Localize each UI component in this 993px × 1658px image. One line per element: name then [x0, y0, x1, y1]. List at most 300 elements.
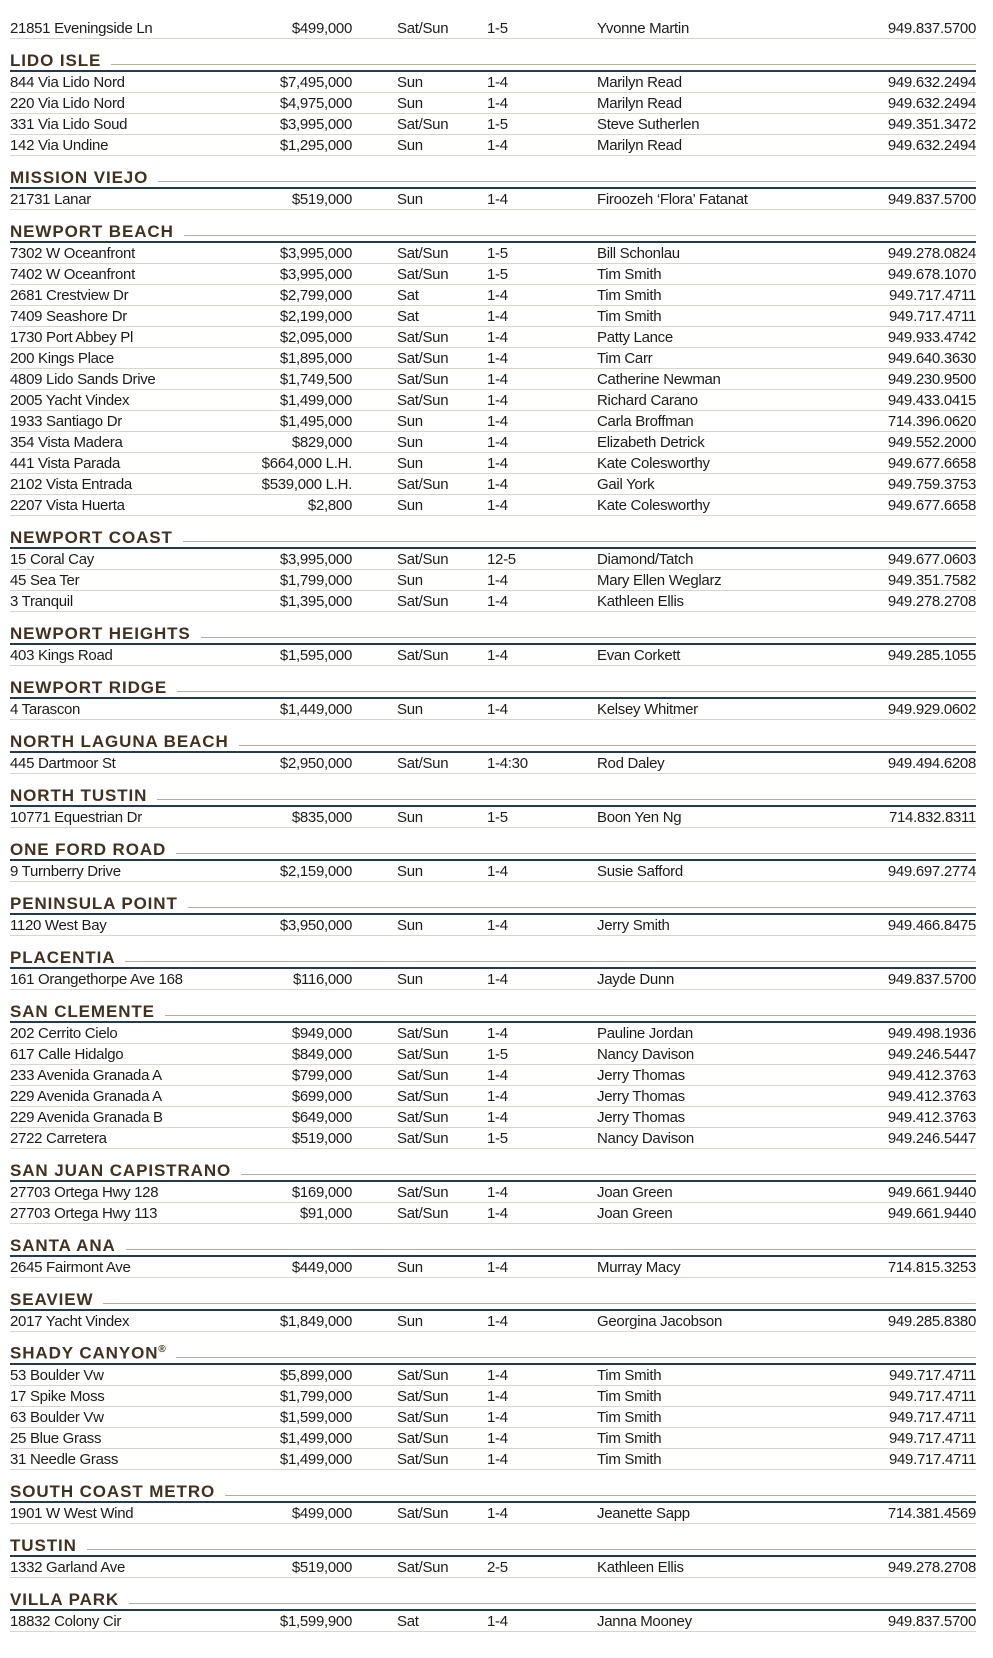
listing-agent: Steve Sutherlen — [597, 115, 700, 133]
listing-phone: 949.640.3630 — [887, 349, 976, 367]
listing-phone: 949.498.1936 — [887, 1024, 976, 1042]
listing-days: Sun — [397, 916, 423, 934]
listing-days: Sat/Sun — [397, 1087, 449, 1105]
listing-hours: 1-4 — [487, 1204, 508, 1222]
listing-address: 2645 Fairmont Ave — [10, 1258, 131, 1276]
listing-days: Sat/Sun — [397, 1504, 449, 1522]
listing-price: $949,000 — [291, 1024, 352, 1042]
listing-row — [10, 369, 976, 390]
listing-days: Sun — [397, 808, 423, 826]
listing-address: 441 Vista Parada — [10, 454, 121, 472]
listing-hours: 1-4:30 — [487, 754, 528, 772]
listing-address: 202 Cerrito Cielo — [10, 1024, 118, 1042]
listing-price: $3,995,000 — [279, 550, 352, 568]
listing-price: $799,000 — [291, 1066, 352, 1084]
listing-agent: Tim Smith — [597, 1366, 662, 1384]
listing-agent: Jerry Thomas — [597, 1066, 685, 1084]
listing-days: Sat — [397, 286, 419, 304]
listing-agent: Jerry Thomas — [597, 1108, 685, 1126]
listing-row — [10, 915, 976, 936]
section-header — [10, 1002, 976, 1023]
listing-price: $1,799,000 — [279, 1387, 352, 1405]
listing-phone: 949.677.6658 — [887, 496, 976, 514]
listing-hours: 1-4 — [487, 1450, 508, 1468]
listing-hours: 1-4 — [487, 94, 508, 112]
listing-row — [10, 1311, 976, 1332]
listing-hours: 1-5 — [487, 808, 508, 826]
listing-agent: Janna Mooney — [597, 1612, 692, 1630]
listing-agent: Mary Ellen Weglarz — [597, 571, 722, 589]
listing-hours: 1-4 — [487, 454, 508, 472]
listing-hours: 1-4 — [487, 970, 508, 988]
listing-hours: 1-4 — [487, 1312, 508, 1330]
listing-price: $1,295,000 — [279, 136, 352, 154]
listing-price: $1,849,000 — [279, 1312, 352, 1330]
listing-agent: Jeanette Sapp — [597, 1504, 690, 1522]
listing-hours: 1-4 — [487, 73, 508, 91]
listing-hours: 1-4 — [487, 1612, 508, 1630]
listing-price: $1,749,500 — [279, 370, 352, 388]
listing-row — [10, 1449, 976, 1470]
section-title: NORTH TUSTIN — [10, 786, 148, 805]
listing-price: $2,800 — [307, 496, 352, 514]
listing-days: Sun — [397, 73, 423, 91]
listing-address: 2722 Carretera — [10, 1129, 107, 1147]
listing-phone: 949.759.3753 — [887, 475, 976, 493]
listing-days: Sat/Sun — [397, 349, 449, 367]
section-title: PENINSULA POINT — [10, 894, 178, 913]
listing-address: 17 Spike Moss — [10, 1387, 105, 1405]
listing-hours: 1-4 — [487, 1258, 508, 1276]
listing-price: $4,975,000 — [279, 94, 352, 112]
section-title: TUSTIN — [10, 1536, 77, 1555]
header-rule-line — [103, 1303, 976, 1304]
header-rule-line — [176, 853, 976, 854]
listing-phone: 714.815.3253 — [887, 1258, 976, 1276]
listing-agent: Tim Smith — [597, 1387, 662, 1405]
listing-agent: Patty Lance — [597, 328, 673, 346]
listing-days: Sat/Sun — [397, 1408, 449, 1426]
listing-days: Sat/Sun — [397, 244, 449, 262]
header-rule-line — [125, 961, 976, 962]
listing-agent: Tim Carr — [597, 349, 653, 367]
section-header — [10, 1161, 976, 1182]
listing-address: 229 Avenida Granada B — [10, 1108, 163, 1126]
listing-row — [10, 189, 976, 210]
header-rule-line — [126, 1249, 976, 1250]
section-title: SOUTH COAST METRO — [10, 1482, 216, 1501]
section-header — [10, 222, 976, 243]
listing-address: 200 Kings Place — [10, 349, 114, 367]
listing-hours: 1-5 — [487, 115, 508, 133]
header-rule-line — [129, 1603, 976, 1604]
listing-address: 2681 Crestview Dr — [10, 286, 129, 304]
listing-row — [10, 1023, 976, 1044]
listing-phone: 949.717.4711 — [888, 307, 976, 325]
listing-days: Sun — [397, 136, 423, 154]
listing-price: $116,000 — [292, 970, 352, 988]
listing-hours: 1-4 — [487, 592, 508, 610]
listing-days: Sat/Sun — [397, 1450, 449, 1468]
listing-row — [10, 348, 976, 369]
header-rule-line — [165, 1015, 976, 1016]
listing-phone: 949.717.4711 — [888, 1450, 976, 1468]
listing-price: $664,000 L.H. — [261, 454, 352, 472]
listing-address: 31 Needle Grass — [10, 1450, 119, 1468]
listing-row — [10, 135, 976, 156]
listing-agent: Jerry Thomas — [597, 1087, 685, 1105]
listing-agent: Kate Colesworthy — [597, 454, 710, 472]
listing-row — [10, 1365, 976, 1386]
section-header — [10, 1236, 976, 1257]
listing-phone: 949.351.3472 — [887, 115, 976, 133]
listing-row — [10, 699, 976, 720]
listing-row — [10, 1128, 976, 1149]
listing-phone: 949.230.9500 — [887, 370, 976, 388]
listing-address: 2102 Vista Entrada — [10, 475, 132, 493]
listing-price: $1,495,000 — [279, 412, 352, 430]
listing-days: Sat — [397, 307, 419, 325]
listing-agent: Tim Smith — [597, 1429, 662, 1447]
listing-agent: Richard Carano — [597, 391, 698, 409]
listing-price: $849,000 — [291, 1045, 352, 1063]
listing-phone: 949.412.3763 — [887, 1066, 976, 1084]
listing-address: 161 Orangethorpe Ave 168 — [10, 970, 183, 988]
listing-phone: 949.632.2494 — [887, 136, 976, 154]
listing-phone: 949.278.0824 — [887, 244, 976, 262]
listing-hours: 1-5 — [487, 1129, 508, 1147]
listing-price: $1,895,000 — [279, 349, 352, 367]
listing-hours: 1-4 — [487, 496, 508, 514]
section-header — [10, 732, 976, 753]
section-title: SHADY CANYON® — [10, 1344, 166, 1363]
listing-address: 45 Sea Ter — [10, 571, 80, 589]
listing-price: $519,000 — [291, 190, 352, 208]
listing-agent: Carla Broffman — [597, 412, 694, 430]
listing-hours: 1-4 — [487, 433, 508, 451]
header-rule-line — [188, 907, 976, 908]
listing-row — [10, 570, 976, 591]
listing-days: Sun — [397, 190, 423, 208]
listing-row — [10, 549, 976, 570]
listing-days: Sat/Sun — [397, 391, 449, 409]
section-title: SAN JUAN CAPISTRANO — [10, 1161, 232, 1180]
listing-hours: 1-4 — [487, 1408, 508, 1426]
listing-phone: 949.717.4711 — [888, 286, 976, 304]
listing-address: 2017 Yacht Vindex — [10, 1312, 130, 1330]
listing-price: $1,599,000 — [279, 1408, 352, 1426]
listing-hours: 1-4 — [487, 916, 508, 934]
listing-price: $2,095,000 — [279, 328, 352, 346]
listing-address: 21731 Lanar — [10, 190, 91, 208]
listing-price: $1,599,900 — [279, 1612, 352, 1630]
listing-phone: 949.246.5447 — [887, 1129, 976, 1147]
header-rule-line — [177, 691, 976, 692]
listing-agent: Yvonne Martin — [597, 19, 689, 37]
listing-price: $829,000 — [291, 433, 352, 451]
section-title: ONE FORD ROAD — [10, 840, 167, 859]
listing-address: 354 Vista Madera — [10, 433, 123, 451]
listing-address: 142 Via Undine — [10, 136, 109, 154]
section-header — [10, 51, 976, 72]
listing-row — [10, 591, 976, 612]
listing-price: $3,995,000 — [279, 115, 352, 133]
listing-price: $699,000 — [291, 1087, 352, 1105]
listing-price: $3,995,000 — [279, 265, 352, 283]
listing-address: 18832 Colony Cir — [10, 1612, 122, 1630]
listing-days: Sat/Sun — [397, 1366, 449, 1384]
listing-phone: 714.381.4569 — [887, 1504, 976, 1522]
section-header — [10, 786, 976, 807]
listing-agent: Joan Green — [597, 1183, 673, 1201]
listing-price: $539,000 L.H. — [261, 475, 352, 493]
listing-row — [10, 432, 976, 453]
header-rule-line — [201, 637, 976, 638]
listing-agent: Marilyn Read — [597, 136, 682, 154]
listing-price: $169,000 — [291, 1183, 352, 1201]
listing-phone: 949.717.4711 — [888, 1366, 976, 1384]
listing-price: $1,499,000 — [279, 391, 352, 409]
listing-address: 27703 Ortega Hwy 113 — [10, 1204, 158, 1222]
listing-phone: 949.285.1055 — [887, 646, 976, 664]
listing-hours: 1-5 — [487, 265, 508, 283]
listing-address: 63 Boulder Vw — [10, 1408, 104, 1426]
listing-address: 4 Tarascon — [10, 700, 81, 718]
listing-price: $1,499,000 — [279, 1429, 352, 1447]
listing-address: 844 Via Lido Nord — [10, 73, 125, 91]
listing-address: 1901 W West Wind — [10, 1504, 134, 1522]
listing-row — [10, 114, 976, 135]
listing-days: Sat/Sun — [397, 19, 449, 37]
listing-price: $1,499,000 — [279, 1450, 352, 1468]
listing-hours: 1-4 — [487, 1066, 508, 1084]
listing-agent: Tim Smith — [597, 307, 662, 325]
listing-row — [10, 1065, 976, 1086]
listing-agent: Rod Daley — [597, 754, 665, 772]
header-rule-line — [184, 235, 976, 236]
listing-phone: 949.278.2708 — [887, 1558, 976, 1576]
listing-days: Sun — [397, 862, 423, 880]
listing-agent: Kelsey Whitmer — [597, 700, 698, 718]
listing-address: 53 Boulder Vw — [10, 1366, 104, 1384]
listing-days: Sat/Sun — [397, 115, 449, 133]
listing-hours: 1-4 — [487, 862, 508, 880]
listing-phone: 949.351.7582 — [887, 571, 976, 589]
listing-address: 617 Calle Hidalgo — [10, 1045, 124, 1063]
listing-hours: 1-4 — [487, 136, 508, 154]
listing-hours: 1-4 — [487, 391, 508, 409]
listing-phone: 949.285.8380 — [887, 1312, 976, 1330]
listing-address: 229 Avenida Granada A — [10, 1087, 162, 1105]
listing-hours: 1-4 — [487, 1387, 508, 1405]
listing-days: Sat/Sun — [397, 1204, 449, 1222]
section-title: NEWPORT HEIGHTS — [10, 624, 191, 643]
listing-phone: 949.278.2708 — [887, 592, 976, 610]
section-title: MISSION VIEJO — [10, 168, 149, 187]
listing-days: Sun — [397, 412, 423, 430]
listing-phone: 949.678.1070 — [887, 265, 976, 283]
listing-row — [10, 453, 976, 474]
listing-days: Sat/Sun — [397, 1108, 449, 1126]
listing-days: Sat/Sun — [397, 370, 449, 388]
section-title: LIDO ISLE — [10, 51, 102, 70]
listing-phone: 949.933.4742 — [887, 328, 976, 346]
listing-hours: 1-4 — [487, 1504, 508, 1522]
listing-address: 2207 Vista Huerta — [10, 496, 125, 514]
section-header — [10, 1590, 976, 1611]
listing-days: Sun — [397, 496, 423, 514]
section-title: SAN CLEMENTE — [10, 1002, 155, 1021]
header-rule-line — [183, 541, 976, 542]
listing-phone: 949.661.9440 — [887, 1183, 976, 1201]
listing-agent: Nancy Davison — [597, 1129, 694, 1147]
header-rule-line — [111, 64, 976, 65]
listing-hours: 1-4 — [487, 1024, 508, 1042]
listing-row — [10, 645, 976, 666]
listing-price: $7,495,000 — [279, 73, 352, 91]
listing-agent: Joan Green — [597, 1204, 673, 1222]
section-header — [10, 1344, 976, 1365]
listing-row — [10, 327, 976, 348]
listing-price: $519,000 — [291, 1129, 352, 1147]
listing-hours: 1-4 — [487, 1183, 508, 1201]
header-rule-line — [241, 1174, 976, 1175]
listing-hours: 1-4 — [487, 1429, 508, 1447]
listing-hours: 1-4 — [487, 286, 508, 304]
listing-address: 4809 Lido Sands Drive — [10, 370, 156, 388]
listing-hours: 12-5 — [487, 550, 516, 568]
listing-agent: Evan Corkett — [597, 646, 681, 664]
listing-agent: Tim Smith — [597, 1408, 662, 1426]
listing-days: Sat/Sun — [397, 592, 449, 610]
listing-price: $91,000 — [299, 1204, 352, 1222]
listing-days: Sat/Sun — [397, 475, 449, 493]
listing-agent: Elizabeth Detrick — [597, 433, 705, 451]
listing-row — [10, 969, 976, 990]
listing-address: 10771 Equestrian Dr — [10, 808, 142, 826]
listing-agent: Marilyn Read — [597, 94, 682, 112]
listing-row — [10, 1257, 976, 1278]
listing-row — [10, 495, 976, 516]
listing-days: Sun — [397, 454, 423, 472]
section-header — [10, 1290, 976, 1311]
listing-agent: Jerry Smith — [597, 916, 670, 934]
listing-phone: 949.717.4711 — [888, 1408, 976, 1426]
listing-hours: 1-5 — [487, 1045, 508, 1063]
listing-phone: 714.832.8311 — [888, 808, 976, 826]
listing-phone: 949.837.5700 — [887, 970, 976, 988]
section-title: NEWPORT BEACH — [10, 222, 174, 241]
listing-price: $449,000 — [291, 1258, 352, 1276]
header-rule-line — [176, 1357, 976, 1358]
listing-phone: 949.246.5447 — [887, 1045, 976, 1063]
listing-row — [10, 1557, 976, 1578]
listing-address: 7302 W Oceanfront — [10, 244, 135, 262]
listing-phone: 714.396.0620 — [887, 412, 976, 430]
section-header — [10, 894, 976, 915]
listing-hours: 1-4 — [487, 1366, 508, 1384]
listing-address: 331 Via Lido Soud — [10, 115, 128, 133]
listing-price: $5,899,000 — [279, 1366, 352, 1384]
listing-row — [10, 1203, 976, 1224]
listing-agent: Murray Macy — [597, 1258, 681, 1276]
listing-row — [10, 93, 976, 114]
listing-row — [10, 1386, 976, 1407]
listing-price: $519,000 — [291, 1558, 352, 1576]
listing-price: $1,395,000 — [279, 592, 352, 610]
listing-price: $3,995,000 — [279, 244, 352, 262]
listing-phone: 949.929.0602 — [887, 700, 976, 718]
listing-phone: 949.697.2774 — [887, 862, 976, 880]
listing-row — [10, 18, 976, 39]
listing-days: Sat/Sun — [397, 1129, 449, 1147]
listing-days: Sat/Sun — [397, 1183, 449, 1201]
listing-address: 7402 W Oceanfront — [10, 265, 135, 283]
header-rule-line — [87, 1549, 976, 1550]
listing-row — [10, 1086, 976, 1107]
listing-row — [10, 1503, 976, 1524]
listing-address: 1933 Santiago Dr — [10, 412, 122, 430]
listing-phone: 949.837.5700 — [887, 190, 976, 208]
listing-days: Sun — [397, 571, 423, 589]
section-title: VILLA PARK — [10, 1590, 120, 1609]
listing-row — [10, 807, 976, 828]
listing-days: Sat/Sun — [397, 1387, 449, 1405]
listing-phone: 949.632.2494 — [887, 94, 976, 112]
listing-row — [10, 264, 976, 285]
listing-address: 7409 Seashore Dr — [10, 307, 127, 325]
listing-agent: Bill Schonlau — [597, 244, 680, 262]
listing-agent: Kathleen Ellis — [597, 592, 684, 610]
section-title: SEAVIEW — [10, 1290, 94, 1309]
listing-price: $2,950,000 — [279, 754, 352, 772]
listing-phone: 949.632.2494 — [887, 73, 976, 91]
listing-agent: Tim Smith — [597, 265, 662, 283]
listing-days: Sun — [397, 433, 423, 451]
listing-hours: 1-4 — [487, 190, 508, 208]
listing-phone: 949.677.6658 — [887, 454, 976, 472]
listing-phone: 949.661.9440 — [887, 1204, 976, 1222]
listing-hours: 1-4 — [487, 1087, 508, 1105]
listing-agent: Marilyn Read — [597, 73, 682, 91]
listing-hours: 1-4 — [487, 475, 508, 493]
listing-phone: 949.837.5700 — [887, 1612, 976, 1630]
listing-row — [10, 243, 976, 264]
listing-phone: 949.677.0603 — [887, 550, 976, 568]
listing-days: Sat/Sun — [397, 646, 449, 664]
listing-hours: 2-5 — [487, 1558, 508, 1576]
listing-address: 21851 Eveningside Ln — [10, 19, 153, 37]
listing-row — [10, 1611, 976, 1632]
listing-hours: 1-5 — [487, 244, 508, 262]
header-rule-line — [239, 745, 976, 746]
section-header — [10, 840, 976, 861]
section-header — [10, 528, 976, 549]
listing-hours: 1-4 — [487, 370, 508, 388]
listing-price: $835,000 — [291, 808, 352, 826]
listing-phone: 949.837.5700 — [887, 19, 976, 37]
listing-phone: 949.433.0415 — [887, 391, 976, 409]
listing-days: Sat/Sun — [397, 1045, 449, 1063]
listing-price: $499,000 — [291, 19, 352, 37]
listing-phone: 949.412.3763 — [887, 1087, 976, 1105]
listing-agent: Susie Safford — [597, 862, 683, 880]
listing-row — [10, 1107, 976, 1128]
listing-row — [10, 72, 976, 93]
listing-agent: Catherine Newman — [597, 370, 721, 388]
listing-days: Sat/Sun — [397, 550, 449, 568]
listing-phone: 949.494.6208 — [887, 754, 976, 772]
